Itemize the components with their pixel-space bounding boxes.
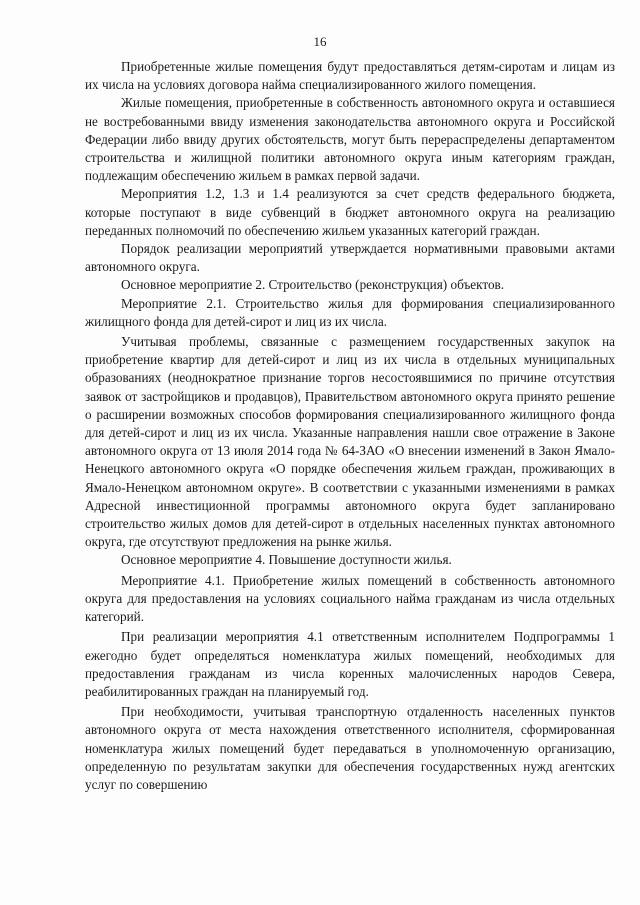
paragraph-nomenclature: При реализации мероприятия 4.1 ответственным исполнителем Подпрограммы 1 ежегодно будет определяться номенклатура жилых помещений, необходимых для предоставления гражданам из числа коренных малочисленных народов Севера, реабилитированных граждан на планируемый год.	[85, 629, 615, 699]
paragraph-federal-funding: Мероприятия 1.2, 1.3 и 1.4 реализуются за счет средств федерального бюджета, которые поступают в виде субвенций в бюджет автономного округа на реализацию переданных полномочий по обеспечению жильем указанных категорий граждан.	[85, 186, 615, 238]
paragraph-housing-provision: Приобретенные жилые помещения будут предоставляться детям-сиротам и лицам из их числа на условиях договора найма специализированного жилого помещения.	[85, 59, 615, 93]
paragraph-main-measure-2: Основное мероприятие 2. Строительство (реконструкция) объектов.	[121, 277, 505, 293]
paragraph-measure-4-1: Мероприятие 4.1. Приобретение жилых помещений в собственность автономного округа для предоставления на условиях социального найма гражданам из числа отдельных категорий.	[85, 572, 615, 625]
paragraph-transport-remoteness: При необходимости, учитывая транспортную отдаленность населенных пунктов автономного округа от места нахождения ответственного исполнителя, сформированная номенклатура жилых помещений будет передаваться в уполномоченную организацию, определенную по результатам закупки для обеспечения государственных нужд агентских услуг по совершению	[85, 704, 615, 792]
page-number: 16	[313, 34, 327, 49]
document-body	[85, 58, 615, 794]
paragraph-redistribution: Жилые помещения, приобретенные в собственность автономного округа и оставшиеся не востребованными ввиду изменения законодательства автономного округа и Российской Федерации либо ввиду других обстоятельств, могут быть перераспределены департаментом строительства и жилищной политики автономного округа иным категориям граждан, подлежащим обеспечению жильем в рамках первой задачи.	[85, 95, 615, 184]
paragraph-implementation-order: Порядок реализации мероприятий утверждается нормативными правовыми актами автономного округа.	[85, 241, 615, 275]
paragraph-measure-2-1: Мероприятие 2.1. Строительство жилья для формирования специализированного жилищного фонда для детей-сирот и лиц из их числа.	[85, 295, 615, 329]
paragraph-main-measure-4: Основное мероприятие 4. Повышение доступности жилья.	[121, 552, 452, 568]
paragraph-procurement-problems: Учитывая проблемы, связанные с размещением государственных закупок на приобретение квартир для детей-сирот и лиц из их числа в отдельных муниципальных образованиях (неоднократное признание торгов несостоявшимися по причине отсутствия заявок от застройщиков и продавцов), Правительством автономного округа принято решение о расширении возможных способов формирования специализированного жилищного фонда для детей-сирот и лиц из их числа. Указанные направления нашли свое отражение в Законе автономного округа от 13 июля 2014 года № 64-ЗАО «О внесении изменений в Закон Ямало-Ненецкого автономного округа «О порядке обеспечения жильем граждан, проживающих в Ямало-Ненецком автономном округе». В соответствии с указанными изменениями в рамках Адресной инвестиционной программы автономного округа будет запланировано строительство жилых домов для детей-сирот в отдельных населенных пунктах автономного округа, где отсутствуют предложения на рынке жилья.	[85, 334, 615, 550]
